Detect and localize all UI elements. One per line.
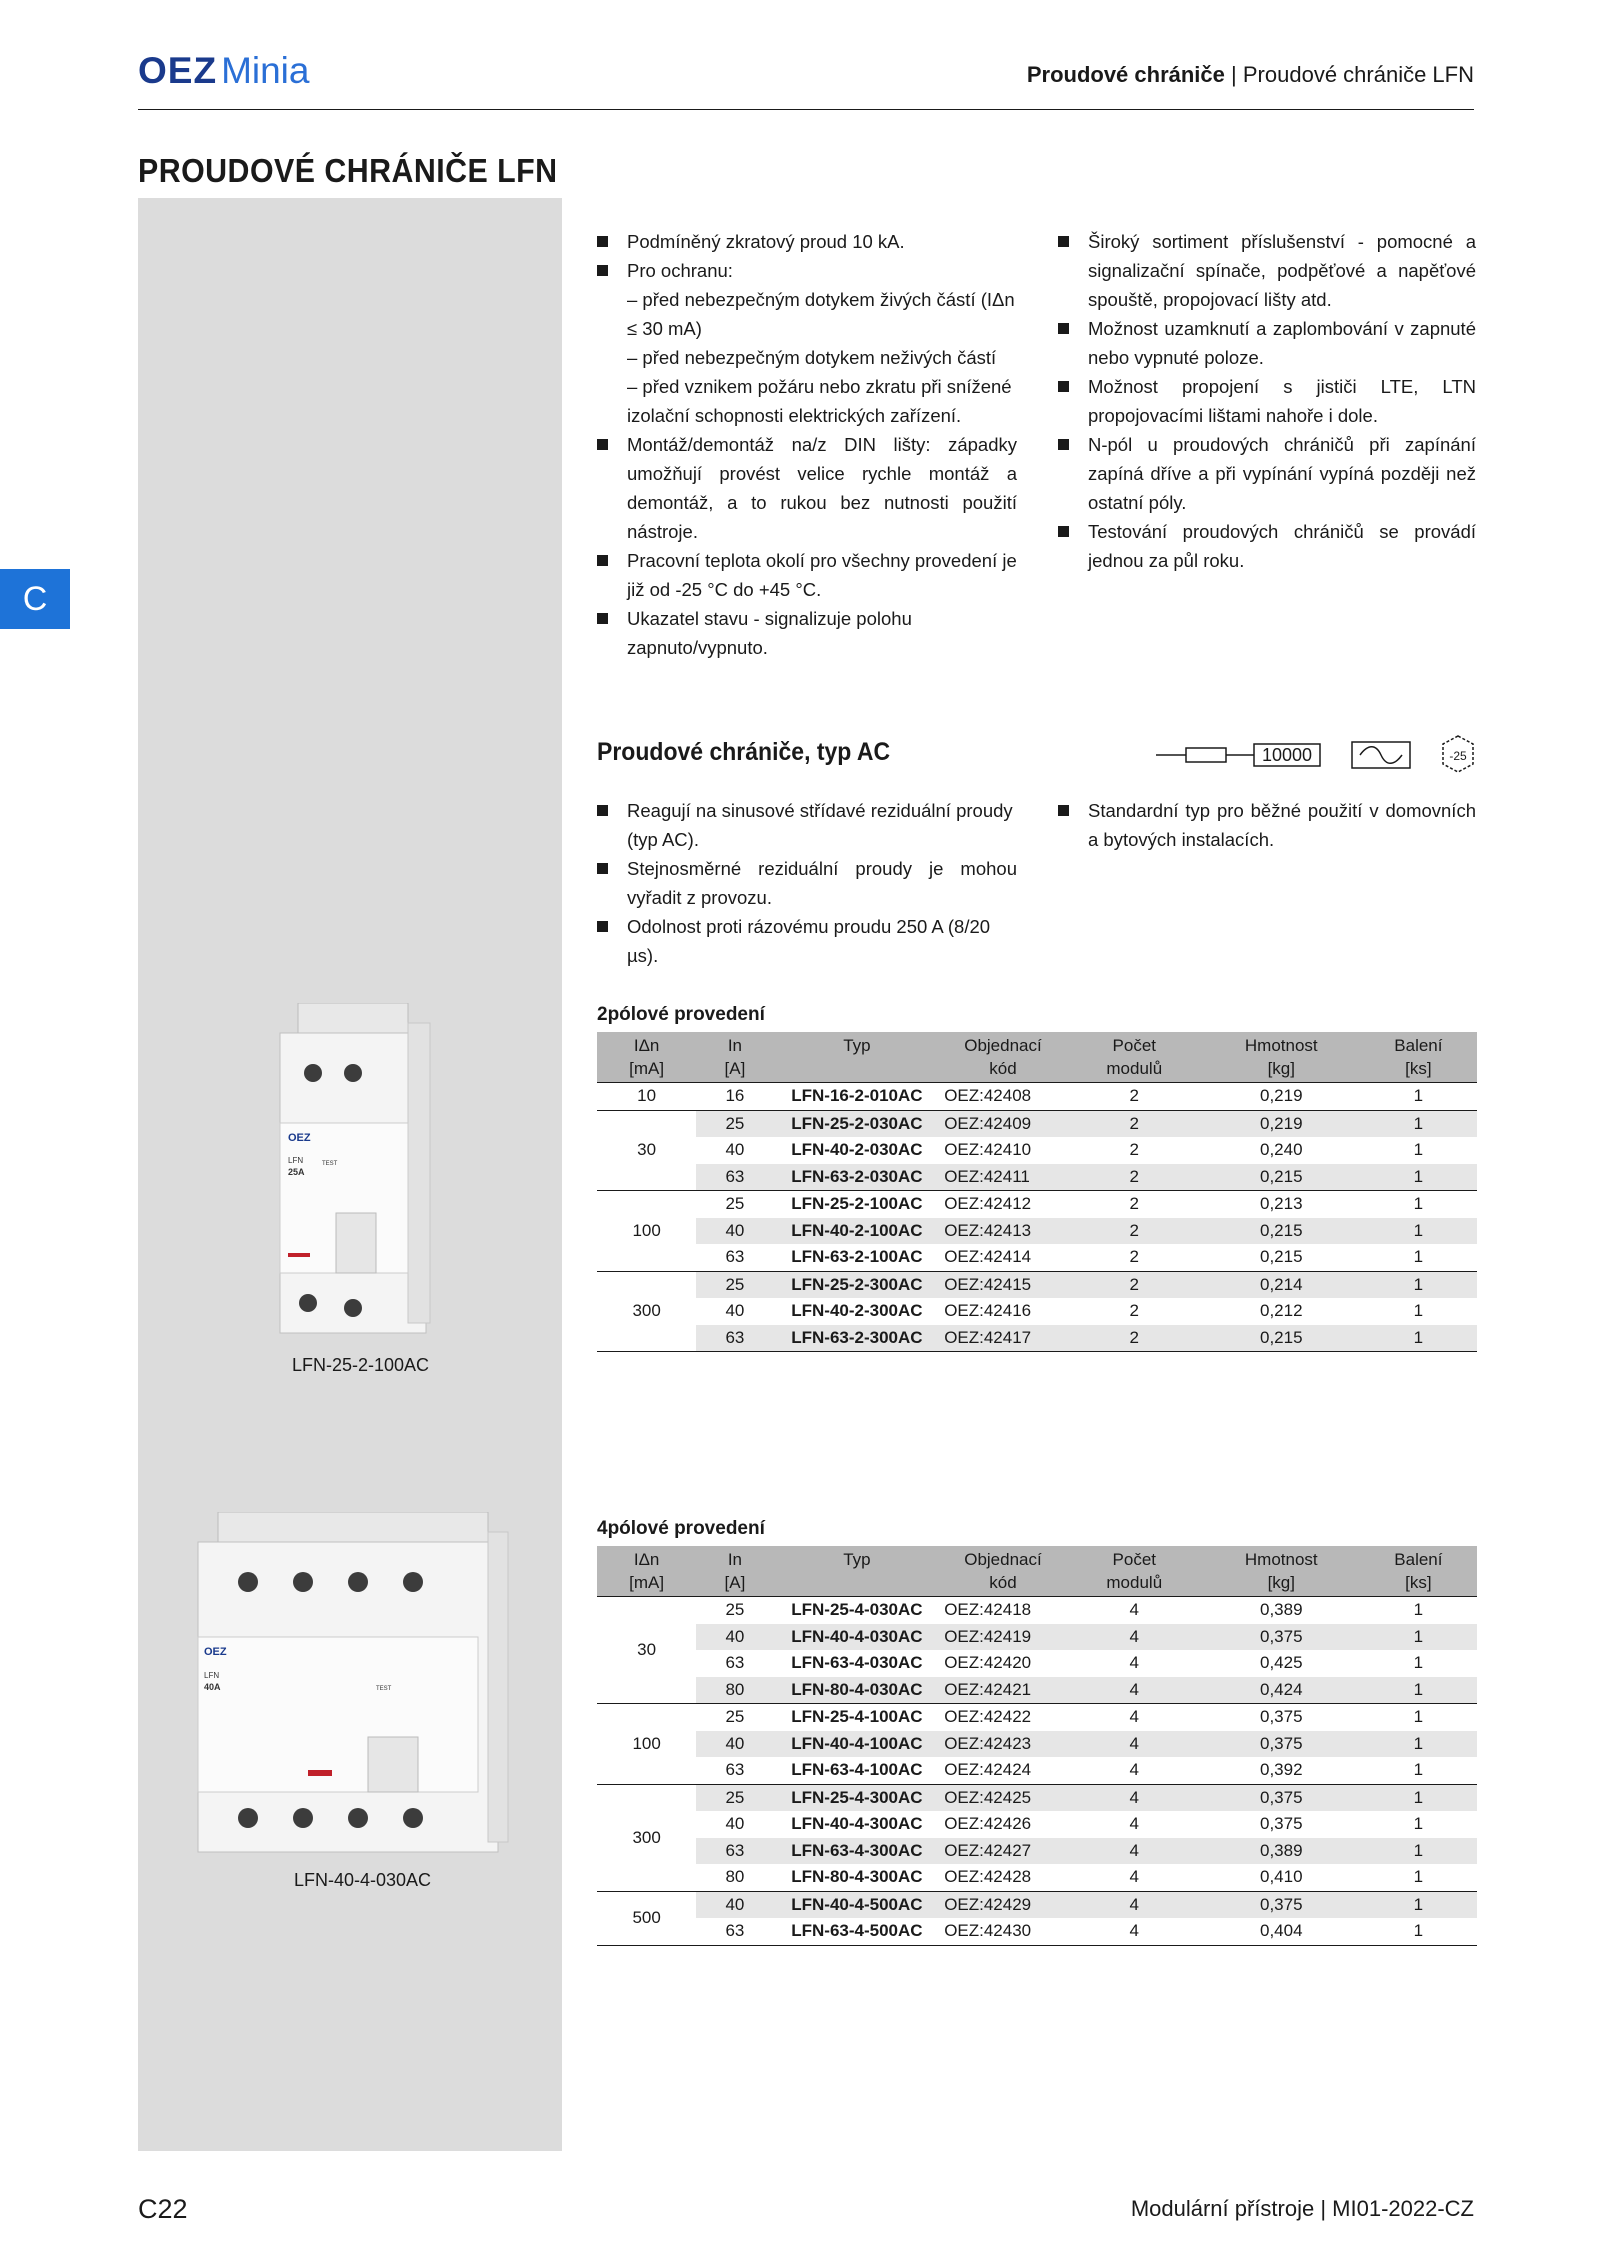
cell-pack: 1 xyxy=(1360,1218,1477,1245)
cell-code: OEZ:42427 xyxy=(940,1838,1066,1865)
cell-in: 40 xyxy=(725,1301,745,1321)
cell-type: LFN-40-4-300AC xyxy=(791,1814,923,1834)
table-row xyxy=(597,1244,1477,1271)
table-body xyxy=(597,1597,1477,1946)
col-type: Typ xyxy=(774,1546,941,1597)
cell-code: OEZ:42426 xyxy=(944,1814,1032,1834)
header-divider xyxy=(138,109,1474,110)
table-4pole-title: 4pólové provedení xyxy=(597,1518,765,1539)
features-list-left xyxy=(597,227,1017,662)
cell-in: 80 xyxy=(696,1864,773,1891)
cell-type: LFN-63-4-100AC xyxy=(774,1757,941,1784)
device-model: LFN xyxy=(204,1671,220,1680)
cell-idn: 100 xyxy=(597,1704,696,1785)
cell-type: LFN-40-2-100AC xyxy=(774,1218,941,1245)
cell-weight: 0,375 xyxy=(1260,1814,1303,1834)
list-item: Standardní typ pro běžné použití v domovních a bytových instalacích. xyxy=(1058,796,1476,854)
cell-in: 63 xyxy=(696,1757,773,1784)
section-bullets-left xyxy=(597,796,1017,970)
cell-code: OEZ:42410 xyxy=(944,1140,1032,1160)
cell-in: 16 xyxy=(696,1083,773,1111)
list-item: N-pól u proudových chráničů při zapínání zapíná dříve a při vypínání vypíná později než ostatní póly. xyxy=(1058,430,1476,517)
table-row xyxy=(597,1137,1477,1164)
cell-pack: 1 xyxy=(1413,1814,1424,1834)
cell-code: OEZ:42424 xyxy=(940,1757,1066,1784)
low-temperature-icon xyxy=(1443,736,1473,772)
cell-pack: 1 xyxy=(1360,1271,1477,1298)
cell-modules: 2 xyxy=(1066,1244,1203,1271)
cell-in: 63 xyxy=(696,1325,773,1352)
cell-type: LFN-63-4-300AC xyxy=(774,1838,941,1865)
cell-in: 63 xyxy=(725,1653,745,1673)
cell-code: OEZ:42430 xyxy=(940,1918,1066,1945)
cell-weight: 0,392 xyxy=(1203,1757,1360,1784)
cell-code: OEZ:42418 xyxy=(944,1600,1032,1620)
cell-modules: 4 xyxy=(1066,1838,1203,1865)
breadcrumb-page: Proudové chrániče LFN xyxy=(1242,62,1474,87)
cell-code: OEZ:42419 xyxy=(940,1624,1066,1651)
table-2pole xyxy=(597,1032,1477,1352)
table-header-row xyxy=(597,1546,1477,1597)
cell-weight: 0,375 xyxy=(1203,1624,1360,1651)
table-row xyxy=(597,1704,1477,1731)
cell-pack: 1 xyxy=(1360,1110,1477,1137)
cell-in: 40 xyxy=(696,1891,773,1918)
cell-idn: 300 xyxy=(597,1271,696,1352)
cell-code: OEZ:42412 xyxy=(944,1194,1032,1214)
cell-modules: 2 xyxy=(1129,1194,1139,1214)
col-in: In [A] xyxy=(696,1032,773,1083)
cell-in: 40 xyxy=(725,1814,745,1834)
cell-idn: 100 xyxy=(597,1191,696,1272)
cell-in: 40 xyxy=(696,1731,773,1758)
table-row xyxy=(597,1325,1477,1352)
cell-modules: 4 xyxy=(1066,1624,1203,1651)
cell-modules: 4 xyxy=(1066,1757,1203,1784)
table-row xyxy=(597,1191,1477,1218)
cell-in: 25 xyxy=(696,1110,773,1137)
cell-weight: 0,215 xyxy=(1203,1244,1360,1271)
cell-pack: 1 xyxy=(1360,1677,1477,1704)
list-item: Podmíněný zkratový proud 10 kA. xyxy=(597,227,1017,256)
list-item: – před nebezpečným dotykem neživých částí xyxy=(627,347,997,368)
cell-type: LFN-16-2-010AC xyxy=(774,1083,941,1111)
cell-type: LFN-63-2-300AC xyxy=(774,1325,941,1352)
cell-pack: 1 xyxy=(1413,1653,1424,1673)
cell-type: LFN-25-2-300AC xyxy=(774,1271,941,1298)
breaking-capacity-value: 10000 xyxy=(1261,745,1313,765)
cell-code: OEZ:42420 xyxy=(944,1653,1032,1673)
ac-wave-icon xyxy=(1352,742,1410,768)
cell-weight: 0,389 xyxy=(1203,1838,1360,1865)
table-row xyxy=(597,1891,1477,1918)
col-idn: IΔn [mA] xyxy=(597,1032,696,1083)
table-2pole-title: 2pólové provedení xyxy=(597,1004,765,1025)
table-row xyxy=(597,1811,1477,1838)
table-row xyxy=(597,1757,1477,1784)
breadcrumb-separator: | xyxy=(1231,62,1237,87)
cell-modules: 4 xyxy=(1129,1600,1139,1620)
cell-modules: 2 xyxy=(1066,1110,1203,1137)
logo-minia: Minia xyxy=(221,50,310,91)
device-rating: 25A xyxy=(288,1167,305,1177)
brand-logo xyxy=(138,50,309,92)
table-row xyxy=(597,1650,1477,1677)
cell-weight: 0,410 xyxy=(1203,1864,1360,1891)
table-header-row xyxy=(597,1032,1477,1083)
rating-symbols xyxy=(1156,730,1476,780)
col-weight: Hmotnost [kg] xyxy=(1203,1032,1360,1083)
cell-modules: 4 xyxy=(1129,1653,1139,1673)
col-idn: IΔn [mA] xyxy=(597,1546,696,1597)
cell-in: 63 xyxy=(696,1164,773,1191)
cell-pack: 1 xyxy=(1360,1757,1477,1784)
cell-code: OEZ:42422 xyxy=(944,1707,1032,1727)
cell-code: OEZ:42429 xyxy=(940,1891,1066,1918)
cell-pack: 1 xyxy=(1360,1731,1477,1758)
cell-pack: 1 xyxy=(1360,1891,1477,1918)
cell-weight: 0,212 xyxy=(1260,1301,1303,1321)
cell-code: OEZ:42414 xyxy=(940,1244,1066,1271)
list-item: Možnost propojení s jističi LTE, LTN propojovacími lištami nahoře i dole. xyxy=(1058,372,1476,430)
table-row xyxy=(597,1218,1477,1245)
table-row xyxy=(597,1838,1477,1865)
cell-type: LFN-25-4-030AC xyxy=(791,1600,923,1620)
cell-modules: 2 xyxy=(1066,1164,1203,1191)
cell-pack: 1 xyxy=(1360,1083,1477,1111)
page-title: PROUDOVÉ CHRÁNIČE LFN xyxy=(138,152,558,189)
cell-idn: 30 xyxy=(597,1110,696,1191)
col-modules: Počet modulů xyxy=(1066,1546,1203,1597)
cell-idn: 30 xyxy=(597,1597,696,1704)
list-item xyxy=(597,285,1017,343)
list-item: Reagují na sinusové střídavé reziduální proudy (typ AC). xyxy=(597,796,1017,854)
table-4pole xyxy=(597,1546,1477,1946)
table-row xyxy=(597,1298,1477,1325)
table-row xyxy=(597,1624,1477,1651)
table-row xyxy=(597,1164,1477,1191)
table-row xyxy=(597,1864,1477,1891)
cell-weight: 0,213 xyxy=(1260,1194,1303,1214)
cell-weight: 0,214 xyxy=(1203,1271,1360,1298)
cell-modules: 4 xyxy=(1066,1677,1203,1704)
cell-modules: 4 xyxy=(1066,1891,1203,1918)
table-row xyxy=(597,1731,1477,1758)
cell-type: LFN-25-4-100AC xyxy=(791,1707,923,1727)
cell-in: 25 xyxy=(725,1600,745,1620)
list-item: Odolnost proti rázovému proudu 250 A (8/20 µs). xyxy=(597,912,1017,970)
cell-pack: 1 xyxy=(1413,1301,1424,1321)
col-weight: Hmotnost [kg] xyxy=(1203,1546,1360,1597)
cell-type: LFN-25-4-300AC xyxy=(774,1784,941,1811)
cell-pack: 1 xyxy=(1360,1244,1477,1271)
cell-modules: 2 xyxy=(1066,1271,1203,1298)
cell-pack: 1 xyxy=(1360,1164,1477,1191)
cell-in: 63 xyxy=(696,1244,773,1271)
col-in: In [A] xyxy=(696,1546,773,1597)
cell-code: OEZ:42411 xyxy=(940,1164,1066,1191)
cell-code: OEZ:42423 xyxy=(940,1731,1066,1758)
cell-code: OEZ:42415 xyxy=(940,1271,1066,1298)
cell-in: 25 xyxy=(725,1707,745,1727)
cell-modules: 2 xyxy=(1066,1325,1203,1352)
list-item: Pro ochranu: xyxy=(597,256,1017,285)
cell-pack: 1 xyxy=(1360,1624,1477,1651)
cell-weight: 0,425 xyxy=(1260,1653,1303,1673)
cell-modules: 2 xyxy=(1129,1140,1139,1160)
col-type: Typ xyxy=(774,1032,941,1083)
cell-type: LFN-40-2-300AC xyxy=(791,1301,923,1321)
cell-weight: 0,375 xyxy=(1203,1891,1360,1918)
table-row xyxy=(597,1271,1477,1298)
table-row xyxy=(597,1918,1477,1945)
list-item: Montáž/demontáž na/z DIN lišty: západky umožňují provést velice rychle montáž a demontáž, a to rukou bez nutnosti použití nástroje. xyxy=(597,430,1017,546)
cell-weight: 0,424 xyxy=(1203,1677,1360,1704)
cell-in: 63 xyxy=(696,1918,773,1945)
product-image-4pole xyxy=(188,1512,518,1857)
cell-pack: 1 xyxy=(1360,1784,1477,1811)
cell-pack: 1 xyxy=(1413,1600,1424,1620)
cell-weight: 0,375 xyxy=(1203,1731,1360,1758)
cell-in: 80 xyxy=(696,1677,773,1704)
cell-type: LFN-80-4-300AC xyxy=(774,1864,941,1891)
cell-code: OEZ:42417 xyxy=(940,1325,1066,1352)
cell-modules: 4 xyxy=(1066,1731,1203,1758)
cell-modules: 2 xyxy=(1129,1301,1139,1321)
cell-weight: 0,215 xyxy=(1203,1325,1360,1352)
cell-weight: 0,375 xyxy=(1203,1784,1360,1811)
cell-in: 25 xyxy=(725,1194,745,1214)
cell-weight: 0,375 xyxy=(1260,1707,1303,1727)
section-title: Proudové chrániče, typ AC xyxy=(597,738,891,766)
cell-modules: 4 xyxy=(1066,1784,1203,1811)
cell-weight: 0,219 xyxy=(1203,1110,1360,1137)
table-row xyxy=(597,1677,1477,1704)
cell-modules: 4 xyxy=(1066,1864,1203,1891)
cell-pack: 1 xyxy=(1360,1838,1477,1865)
cell-modules: 4 xyxy=(1129,1814,1139,1834)
cell-code: OEZ:42408 xyxy=(940,1083,1066,1111)
cell-weight: 0,240 xyxy=(1260,1140,1303,1160)
cell-pack: 1 xyxy=(1413,1194,1424,1214)
cell-type: LFN-40-4-500AC xyxy=(774,1891,941,1918)
page-number: C22 xyxy=(138,2194,188,2224)
product-image-2pole xyxy=(268,1003,438,1343)
col-code: Objednací kód xyxy=(940,1546,1066,1597)
table-row xyxy=(597,1784,1477,1811)
breadcrumb xyxy=(1027,62,1474,88)
cell-weight: 0,404 xyxy=(1203,1918,1360,1945)
cell-pack: 1 xyxy=(1360,1325,1477,1352)
cell-modules: 4 xyxy=(1129,1707,1139,1727)
cell-in: 25 xyxy=(696,1784,773,1811)
cell-type: LFN-25-2-030AC xyxy=(774,1110,941,1137)
cell-type: LFN-63-4-030AC xyxy=(791,1653,923,1673)
cell-pack: 1 xyxy=(1413,1140,1424,1160)
cell-type: LFN-25-2-100AC xyxy=(791,1194,923,1214)
cell-idn: 300 xyxy=(597,1784,696,1891)
table-row xyxy=(597,1110,1477,1137)
cell-weight: 0,215 xyxy=(1203,1218,1360,1245)
table-row xyxy=(597,1597,1477,1624)
cell-in: 40 xyxy=(696,1624,773,1651)
list-item: Možnost uzamknutí a zaplombování v zapnuté nebo vypnuté poloze. xyxy=(1058,314,1476,372)
cell-code: OEZ:42428 xyxy=(940,1864,1066,1891)
cell-type: LFN-40-4-100AC xyxy=(774,1731,941,1758)
section-bullets-right xyxy=(1058,796,1476,854)
cell-idn: 10 xyxy=(597,1083,696,1111)
col-pack: Balení [ks] xyxy=(1360,1546,1477,1597)
cell-type: LFN-63-4-500AC xyxy=(774,1918,941,1945)
cell-type: LFN-40-2-030AC xyxy=(791,1140,923,1160)
cell-in: 63 xyxy=(696,1838,773,1865)
fuse-symbol-icon xyxy=(1156,748,1254,762)
cell-pack: 1 xyxy=(1360,1918,1477,1945)
cell-pack: 1 xyxy=(1413,1707,1424,1727)
cell-modules: 2 xyxy=(1066,1083,1203,1111)
device-brand: OEZ xyxy=(204,1646,227,1658)
footer-document-id: Modulární přístroje | MI01-2022-CZ xyxy=(1130,2196,1474,2221)
product-caption-2pole: LFN-25-2-100AC xyxy=(292,1355,430,1375)
cell-weight: 0,215 xyxy=(1203,1164,1360,1191)
cell-in: 25 xyxy=(696,1271,773,1298)
list-item: Testování proudových chráničů se provádí jednou za půl roku. xyxy=(1058,517,1476,575)
device-test: TEST xyxy=(322,1161,338,1167)
cell-modules: 2 xyxy=(1066,1218,1203,1245)
col-modules: Počet modulů xyxy=(1066,1032,1203,1083)
cell-idn: 500 xyxy=(597,1891,696,1945)
cell-code: OEZ:42421 xyxy=(940,1677,1066,1704)
device-model: LFN xyxy=(288,1156,304,1165)
device-brand: OEZ xyxy=(288,1132,311,1144)
cell-type: LFN-80-4-030AC xyxy=(774,1677,941,1704)
cell-in: 40 xyxy=(696,1218,773,1245)
cell-type: LFN-40-4-030AC xyxy=(774,1624,941,1651)
features-list-right xyxy=(1058,227,1476,575)
list-item: Ukazatel stavu - signalizuje polohu zapnuto/vypnuto. xyxy=(597,604,1017,662)
cell-weight: 0,219 xyxy=(1203,1083,1360,1111)
cell-pack: 1 xyxy=(1360,1864,1477,1891)
temperature-value: -25 xyxy=(1449,749,1467,763)
col-pack: Balení [ks] xyxy=(1360,1032,1477,1083)
breadcrumb-section: Proudové chrániče xyxy=(1026,62,1225,87)
col-code: Objednací kód xyxy=(940,1032,1066,1083)
list-item: – před vznikem požáru nebo zkratu při snížené izolační schopnosti elektrických zařízení. xyxy=(627,376,1012,426)
cell-in: 40 xyxy=(725,1140,745,1160)
logo-oez: OEZ xyxy=(138,50,218,91)
list-item: Široký sortiment příslušenství - pomocné a signalizační spínače, podpěťové a napěťové spouště, propojovací lišty atd. xyxy=(1058,227,1476,314)
cell-type: LFN-63-2-100AC xyxy=(774,1244,941,1271)
cell-code: OEZ:42413 xyxy=(940,1218,1066,1245)
list-item: Pracovní teplota okolí pro všechny provedení je již od -25 °C do +45 °C. xyxy=(597,546,1017,604)
chapter-tab: C xyxy=(0,569,70,629)
cell-type: LFN-63-2-030AC xyxy=(774,1164,941,1191)
table-body xyxy=(597,1083,1477,1352)
cell-code: OEZ:42425 xyxy=(940,1784,1066,1811)
list-item: Stejnosměrné reziduální proudy je mohou vyřadit z provozu. xyxy=(597,854,1017,912)
list-item-text: – před nebezpečným dotykem živých částí (IΔn ≤ 30 mA) xyxy=(627,289,1015,339)
device-test: TEST xyxy=(376,1686,392,1692)
product-caption-4pole: LFN-40-4-030AC xyxy=(294,1870,432,1890)
device-rating: 40A xyxy=(204,1682,221,1692)
cell-weight: 0,389 xyxy=(1260,1600,1303,1620)
cell-code: OEZ:42409 xyxy=(940,1110,1066,1137)
table-row xyxy=(597,1083,1477,1111)
cell-modules: 4 xyxy=(1066,1918,1203,1945)
cell-code: OEZ:42416 xyxy=(944,1301,1032,1321)
